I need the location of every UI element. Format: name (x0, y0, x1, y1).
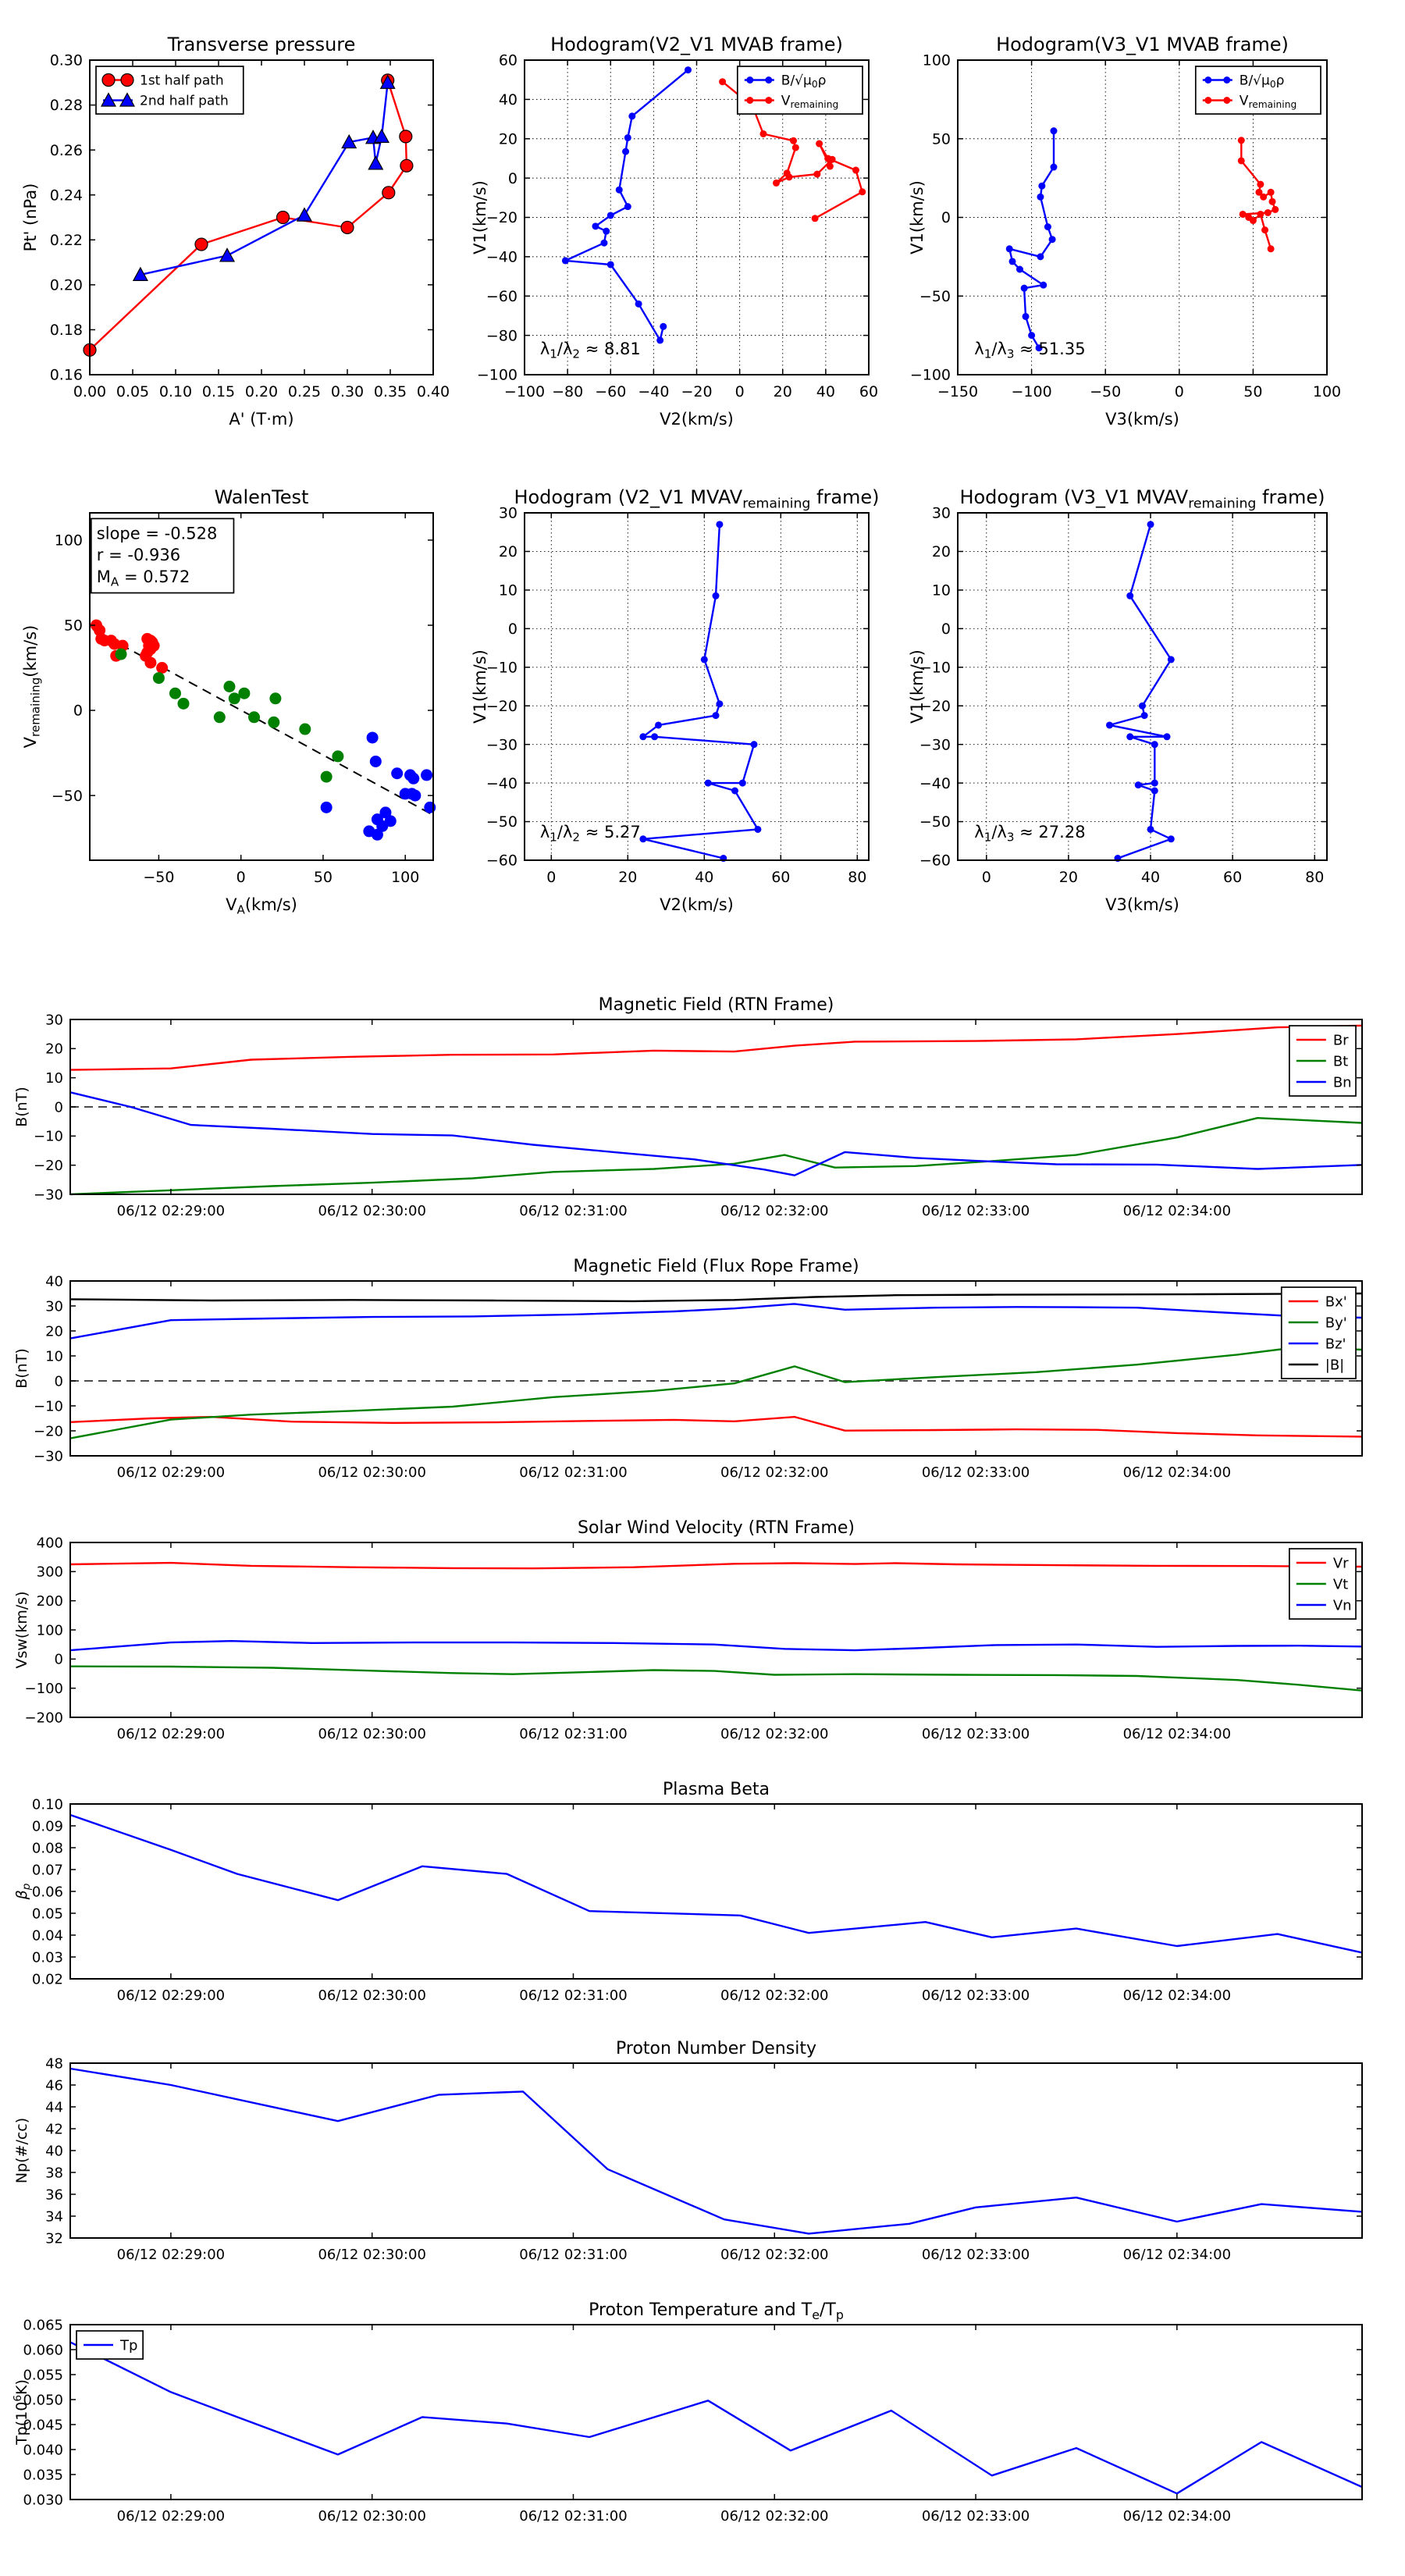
x-tick-label: 20 (773, 383, 792, 400)
transverse-pressure-plot-svg (16, 12, 468, 482)
y-tick-label: 20 (45, 1323, 63, 1340)
hodogram-v2v1-mvav-plot (468, 482, 905, 951)
series-Bx-prime (70, 1417, 1362, 1436)
series-B-magnitude (70, 1293, 1362, 1301)
x-tick-label: 06/12 02:34:00 (1122, 1464, 1232, 1481)
y-axis-label: Np(#/cc) (13, 2117, 30, 2184)
x-axis-label: V3(km/s) (1105, 410, 1179, 429)
y-tick-label: 0 (54, 1373, 63, 1390)
plot-title: Proton Number Density (616, 2039, 816, 2058)
y-tick-label: 0.055 (23, 2367, 63, 2384)
plot-title: Solar Wind Velocity (RTN Frame) (578, 1518, 855, 1538)
legend (1289, 1026, 1356, 1096)
y-tick-label: 0 (507, 620, 518, 638)
x-tick-label: 06/12 02:31:00 (519, 2247, 628, 2263)
y-tick-label: 40 (498, 91, 518, 109)
axes-frame (70, 2063, 1362, 2238)
series-By-prime (70, 1347, 1362, 1439)
axes-frame (70, 1281, 1362, 1456)
y-tick-label: 0 (941, 209, 951, 227)
x-tick-label: 0.15 (201, 383, 236, 400)
plot-title: Transverse pressure (167, 34, 356, 55)
y-tick-label: 0 (73, 702, 83, 720)
x-tick-label: 06/12 02:29:00 (116, 2247, 226, 2263)
x-tick-label: 0.05 (116, 383, 150, 400)
y-tick-label: −100 (24, 1680, 63, 1697)
y-tick-label: −20 (34, 1423, 63, 1440)
y-tick-label: 32 (45, 2230, 63, 2247)
y-tick-label: 0 (54, 1099, 63, 1116)
x-tick-label: 06/12 02:32:00 (720, 1203, 829, 1219)
x-tick-label: 0.10 (158, 383, 193, 400)
x-tick-label: 06/12 02:32:00 (720, 2508, 829, 2524)
y-tick-label: −40 (486, 774, 518, 792)
y-tick-label: 44 (45, 2099, 63, 2116)
x-tick-label: 0 (236, 869, 246, 886)
annotation-text: slope = -0.528 (96, 524, 218, 543)
x-tick-label: 06/12 02:32:00 (720, 2247, 829, 2263)
x-tick-label: −100 (503, 383, 546, 400)
y-tick-label: −50 (919, 287, 951, 305)
x-tick-label: 06/12 02:34:00 (1122, 2247, 1232, 2263)
x-tick-label: 40 (816, 383, 835, 400)
hodogram-v3v1-mvab-plot (905, 12, 1405, 482)
x-tick-label: 06/12 02:34:00 (1122, 1987, 1232, 2004)
y-tick-label: 10 (45, 1069, 63, 1087)
x-tick-label: 06/12 02:30:00 (318, 1726, 426, 1742)
y-tick-label: 38 (45, 2165, 63, 2182)
x-tick-label: 20 (1058, 869, 1078, 886)
x-tick-label: 06/12 02:30:00 (318, 1987, 426, 2004)
y-tick-label: 60 (498, 52, 518, 69)
y-tick-label: 0.09 (31, 1818, 63, 1835)
proton-number-density-plot-svg (0, 2026, 1405, 2290)
plasma-beta-plot (0, 1767, 1405, 2028)
x-tick-label: 06/12 02:31:00 (519, 1203, 628, 1219)
x-tick-label: 06/12 02:33:00 (921, 2508, 1030, 2524)
y-tick-label: 50 (931, 130, 951, 148)
transverse-pressure-plot (16, 12, 468, 482)
x-tick-label: −60 (595, 383, 627, 400)
x-tick-label: 50 (313, 869, 333, 886)
annotation-text: $\lambda_1/\lambda_3 \approx 27.28$ (974, 823, 1086, 845)
x-axis (117, 1019, 1231, 1219)
legend-label: |B| (1325, 1357, 1345, 1374)
x-tick-label: 06/12 02:31:00 (519, 1726, 628, 1742)
annotation (974, 823, 1085, 845)
x-tick-label: −50 (143, 869, 175, 886)
series-Vr (70, 1563, 1362, 1568)
hodogram-v2v1-mvav-plot-svg (468, 482, 905, 951)
y-tick-label: −10 (34, 1128, 63, 1145)
annotation-text: $\lambda_1/\lambda_2 \approx 8.81$ (539, 339, 641, 361)
y-tick-label: −200 (24, 1710, 63, 1727)
y-tick-label: −50 (919, 813, 951, 831)
x-tick-label: 100 (391, 869, 420, 886)
x-tick-label: 06/12 02:34:00 (1122, 1726, 1232, 1742)
plot-title: Magnetic Field (Flux Rope Frame) (573, 1257, 859, 1276)
series-B-over-sqrt-mu0rho (562, 66, 692, 343)
y-axis (25, 1535, 1362, 1726)
legend-label: 2nd half path (140, 93, 229, 109)
x-axis-label: V2(km/s) (660, 895, 734, 914)
y-tick-label: −50 (486, 813, 518, 831)
walen-test-plot (16, 482, 468, 951)
y-tick-label: 34 (45, 2208, 63, 2226)
legend-label: $B/√\mu_0\rho$ (1239, 73, 1285, 91)
series-Tp (70, 2342, 1362, 2493)
plot-title: Plasma Beta (663, 1780, 770, 1799)
x-tick-label: 06/12 02:30:00 (318, 1203, 426, 1219)
y-tick-label: −100 (476, 366, 518, 384)
x-tick-label: 06/12 02:33:00 (921, 1726, 1030, 1742)
y-tick-label: −20 (486, 697, 518, 715)
y-tick-label: −50 (51, 787, 83, 805)
x-tick-label: 60 (1223, 869, 1243, 886)
legend-label: $V_{remaining}$ (781, 93, 839, 111)
y-tick-label: 0.10 (31, 1796, 63, 1813)
y-tick-label: −20 (486, 209, 518, 227)
x-tick-label: 0.25 (287, 383, 322, 400)
y-tick-label: 40 (45, 1273, 63, 1290)
y-tick-label: −40 (486, 248, 518, 266)
x-tick-label: 50 (1243, 383, 1263, 400)
x-tick-label: 0.20 (244, 383, 279, 400)
x-axis (117, 2063, 1231, 2263)
legend (1196, 66, 1321, 114)
y-tick-label: 10 (931, 582, 951, 600)
y-tick-label: 20 (45, 1041, 63, 1058)
grid-lines (525, 513, 869, 860)
y-tick-label: 0.28 (49, 97, 83, 115)
x-tick-label: 06/12 02:30:00 (318, 1464, 426, 1481)
x-tick-label: 100 (1312, 383, 1342, 400)
series-walen-green-points (116, 649, 344, 783)
series-v3v1-path (1106, 521, 1175, 862)
y-axis-label: $\beta_p$ (13, 1883, 34, 1900)
y-axis (486, 505, 869, 870)
y-tick-label: −60 (919, 852, 951, 870)
plasma-beta-plot-svg (0, 1767, 1405, 2028)
x-tick-label: 06/12 02:31:00 (519, 1464, 628, 1481)
legend-label: Bt (1332, 1053, 1349, 1070)
y-tick-label: 10 (498, 582, 518, 600)
y-tick-label: −60 (486, 852, 518, 870)
x-tick-label: 06/12 02:33:00 (921, 1203, 1030, 1219)
series-Vt (70, 1667, 1362, 1691)
y-tick-label: 0.065 (23, 2317, 63, 2334)
legend-label: Vr (1332, 1555, 1349, 1572)
x-tick-label: 0 (546, 869, 557, 886)
series-Bz-prime (70, 1304, 1362, 1338)
legend (96, 66, 244, 114)
x-axis (117, 1804, 1231, 2004)
y-tick-label: 0.040 (23, 2442, 63, 2459)
series-walen-blue-points (321, 731, 436, 840)
x-tick-label: −100 (1011, 383, 1052, 400)
plot-title: WalenTest (214, 486, 309, 508)
x-tick-label: 0.30 (330, 383, 365, 400)
y-tick-label: 50 (63, 617, 83, 635)
y-tick-label: 0.06 (31, 1884, 63, 1901)
y-tick-label: 100 (36, 1622, 63, 1639)
x-tick-label: 06/12 02:33:00 (921, 1464, 1030, 1481)
y-tick-label: −10 (919, 659, 951, 677)
y-tick-label: 100 (54, 532, 83, 550)
annotation (540, 823, 641, 845)
series-1st-half-path (84, 74, 413, 356)
x-tick-label: 60 (771, 869, 791, 886)
y-tick-label: 0.08 (31, 1840, 63, 1857)
x-tick-label: 06/12 02:30:00 (318, 2508, 426, 2524)
x-tick-label: 06/12 02:32:00 (720, 1726, 829, 1742)
magnetic-field-rtn-plot-svg (0, 982, 1405, 1244)
x-tick-label: 06/12 02:32:00 (720, 1987, 829, 2004)
y-tick-label: 30 (498, 504, 518, 522)
annotation (540, 340, 641, 361)
legend-label: Vt (1332, 1576, 1349, 1593)
y-tick-label: 30 (45, 1012, 63, 1029)
x-tick-label: −150 (937, 383, 979, 400)
x-tick-label: 06/12 02:31:00 (519, 2508, 628, 2524)
x-axis-label: A' (T·m) (229, 410, 294, 429)
y-tick-label: 20 (498, 130, 518, 148)
y-tick-label: 0.02 (31, 1971, 63, 1988)
walen-test-plot-svg (16, 482, 468, 951)
y-tick-label: 0.24 (49, 187, 83, 205)
plot-title: Magnetic Field (RTN Frame) (598, 995, 834, 1015)
legend (738, 66, 863, 114)
annotation-text: $\lambda_1/\lambda_3 \approx 51.35$ (974, 339, 1086, 361)
y-axis-label: $Tp(10^6K)$ (11, 2379, 30, 2445)
y-tick-label: 0.16 (49, 366, 83, 384)
x-tick-label: 40 (695, 869, 714, 886)
solar-wind-velocity-plot (0, 1505, 1405, 1767)
legend-label: 1st half path (140, 73, 224, 89)
x-tick-label: 06/12 02:33:00 (921, 2247, 1030, 2263)
x-tick-label: 0 (981, 869, 991, 886)
y-tick-label: 42 (45, 2121, 63, 2138)
legend-label: Br (1332, 1032, 1349, 1049)
legend-label: $B/√\mu_0\rho$ (781, 73, 827, 91)
y-tick-label: 36 (45, 2186, 63, 2204)
y-tick-label: 0.05 (31, 1905, 63, 1923)
axes-frame (70, 2325, 1362, 2500)
y-tick-label: −10 (34, 1398, 63, 1415)
y-tick-label: 0.060 (23, 2342, 63, 2359)
y-tick-label: 46 (45, 2077, 63, 2094)
y-tick-label: 0.03 (31, 1949, 63, 1966)
y-axis-label: V1(km/s) (908, 180, 927, 254)
y-tick-label: −80 (486, 327, 518, 345)
annotation (974, 340, 1085, 361)
y-tick-label: −10 (486, 659, 518, 677)
series-Np (70, 2069, 1362, 2233)
x-axis (117, 2325, 1231, 2524)
series-v2v1-path (639, 521, 761, 862)
magnetic-field-fluxrope-plot (0, 1244, 1405, 1505)
x-tick-label: 06/12 02:34:00 (1122, 2508, 1232, 2524)
x-tick-label: −80 (552, 383, 584, 400)
annotation-text: $\lambda_1/\lambda_2 \approx 5.27$ (539, 823, 641, 845)
y-axis (34, 1273, 1362, 1464)
grid-lines (958, 513, 1327, 860)
legend-label: Bx' (1325, 1293, 1347, 1311)
x-tick-label: 06/12 02:30:00 (318, 2247, 426, 2263)
y-tick-label: 30 (45, 1298, 63, 1315)
proton-temperature-plot (0, 2287, 1405, 2553)
legend-label: $V_{remaining}$ (1239, 93, 1297, 111)
x-tick-label: 80 (1305, 869, 1325, 886)
hodogram-v2v1-mvab-plot (468, 12, 905, 482)
plot-title: Hodogram(V2_V1 MVAB frame) (550, 34, 843, 55)
y-tick-label: 100 (922, 52, 951, 69)
y-axis (32, 1796, 1362, 1987)
y-tick-label: 0.045 (23, 2417, 63, 2434)
x-tick-label: 0.00 (73, 383, 107, 400)
x-tick-label: 60 (859, 383, 879, 400)
x-tick-label: 06/12 02:33:00 (921, 1987, 1030, 2004)
x-tick-label: 06/12 02:29:00 (116, 1464, 226, 1481)
y-tick-label: 0.035 (23, 2467, 63, 2484)
y-tick-label: 20 (498, 543, 518, 561)
y-tick-label: −40 (919, 774, 951, 792)
axes-frame (70, 1804, 1362, 1979)
y-axis-label: Vsw(km/s) (13, 1591, 30, 1669)
series-Br (70, 1026, 1362, 1070)
y-tick-label: 30 (931, 504, 951, 522)
y-tick-label: 20 (931, 543, 951, 561)
magnetic-field-fluxrope-plot-svg (0, 1244, 1405, 1505)
y-tick-label: −20 (919, 697, 951, 715)
y-tick-label: 0 (941, 620, 951, 638)
x-tick-label: 06/12 02:29:00 (116, 2508, 226, 2524)
y-axis-label: B(nT) (13, 1348, 30, 1389)
y-tick-label: 0.07 (31, 1862, 63, 1879)
series-Bt (70, 1118, 1362, 1194)
x-tick-label: 0 (735, 383, 745, 400)
y-tick-label: 0.18 (49, 322, 83, 340)
series-beta-p (70, 1815, 1362, 1952)
y-tick-label: 0.030 (23, 2492, 63, 2509)
series-V-remaining (1238, 137, 1279, 252)
annotation (91, 518, 234, 592)
x-tick-label: 06/12 02:29:00 (116, 1726, 226, 1742)
x-tick-label: −50 (1090, 383, 1122, 400)
y-tick-label: 0.22 (49, 231, 83, 249)
y-tick-label: 0 (54, 1651, 63, 1668)
y-tick-label: 200 (36, 1592, 63, 1610)
hodogram-v2v1-mvab-plot-svg (468, 12, 905, 482)
hodogram-v3v1-mvav-plot-svg (905, 482, 1405, 951)
solar-wind-velocity-plot-svg (0, 1505, 1405, 1767)
x-tick-label: 20 (618, 869, 638, 886)
legend (76, 2331, 143, 2359)
y-tick-label: 300 (36, 1564, 63, 1581)
x-tick-label: 06/12 02:29:00 (116, 1987, 226, 2004)
x-tick-label: 06/12 02:34:00 (1122, 1203, 1232, 1219)
axes-frame (525, 513, 869, 860)
legend (1289, 1549, 1356, 1619)
plot-title: Proton Temperature and $T_e/T_p$ (589, 2300, 844, 2322)
y-tick-label: 0.26 (49, 141, 83, 159)
x-tick-label: −40 (638, 383, 670, 400)
legend-label: Vn (1332, 1597, 1352, 1614)
legend-label: By' (1325, 1315, 1347, 1332)
x-axis-label: V3(km/s) (1105, 895, 1179, 914)
legend-label: Bn (1332, 1074, 1352, 1091)
y-tick-label: −30 (34, 1187, 63, 1204)
proton-temperature-plot-svg (0, 2287, 1405, 2553)
series-walen-red-points (91, 619, 168, 674)
legend-label: Bz' (1325, 1336, 1346, 1353)
magnetic-field-rtn-plot (0, 982, 1405, 1244)
y-tick-label: 400 (36, 1535, 63, 1552)
plot-title: Hodogram (V3_V1 $MVAV_{remaining}$ frame) (959, 486, 1325, 512)
x-tick-label: 06/12 02:31:00 (519, 1987, 628, 2004)
y-tick-label: 0.050 (23, 2392, 63, 2409)
y-tick-label: 10 (45, 1348, 63, 1365)
x-tick-label: 40 (1140, 869, 1161, 886)
hodogram-v3v1-mvab-plot-svg (905, 12, 1405, 482)
proton-number-density-plot (0, 2026, 1405, 2290)
y-axis-label: Pt' (nPa) (21, 183, 40, 252)
y-tick-label: −30 (919, 736, 951, 754)
x-tick-label: −20 (681, 383, 713, 400)
y-axis-label: V1(km/s) (471, 180, 489, 254)
y-axis-label: $V_{remaining}(km/s)$ (21, 624, 43, 749)
y-axis (919, 505, 1327, 870)
axes-frame (958, 513, 1327, 860)
plot-title: Hodogram(V3_V1 MVAB frame) (996, 34, 1289, 55)
y-tick-label: 0.30 (49, 52, 83, 69)
x-tick-label: 0 (1174, 383, 1184, 400)
x-axis-label: $V_A(km/s)$ (226, 895, 297, 917)
y-tick-label: 40 (45, 2143, 63, 2160)
series-Vn (70, 1641, 1362, 1650)
x-axis-label: V2(km/s) (660, 410, 734, 429)
y-tick-label: 0.04 (31, 1927, 63, 1944)
annotation-text: $M_A = 0.572$ (96, 567, 190, 589)
hodogram-v3v1-mvav-plot (905, 482, 1405, 951)
y-tick-label: 48 (45, 2055, 63, 2073)
series-Bn (70, 1092, 1362, 1175)
y-axis-label: V1(km/s) (471, 649, 489, 724)
y-tick-label: −30 (34, 1448, 63, 1465)
y-tick-label: 0 (507, 169, 518, 187)
x-tick-label: 0.40 (416, 383, 450, 400)
y-tick-label: −100 (909, 366, 951, 384)
legend-label: Tp (120, 2337, 138, 2354)
x-tick-label: 06/12 02:32:00 (720, 1464, 829, 1481)
annotation-text: r = -0.936 (96, 546, 181, 565)
y-tick-label: −20 (34, 1157, 63, 1174)
x-tick-label: 80 (848, 869, 867, 886)
x-tick-label: 0.35 (373, 383, 407, 400)
y-tick-label: −30 (486, 736, 518, 754)
legend (1282, 1287, 1356, 1379)
plot-title: Hodogram (V2_V1 $MVAV_{remaining}$ frame) (514, 486, 880, 512)
x-tick-label: 06/12 02:29:00 (116, 1203, 226, 1219)
y-axis-label: B(nT) (13, 1087, 30, 1127)
axes-frame (70, 1542, 1362, 1717)
y-tick-label: 0.20 (49, 276, 83, 294)
y-tick-label: −60 (486, 287, 518, 305)
y-axis-label: V1(km/s) (908, 649, 927, 724)
